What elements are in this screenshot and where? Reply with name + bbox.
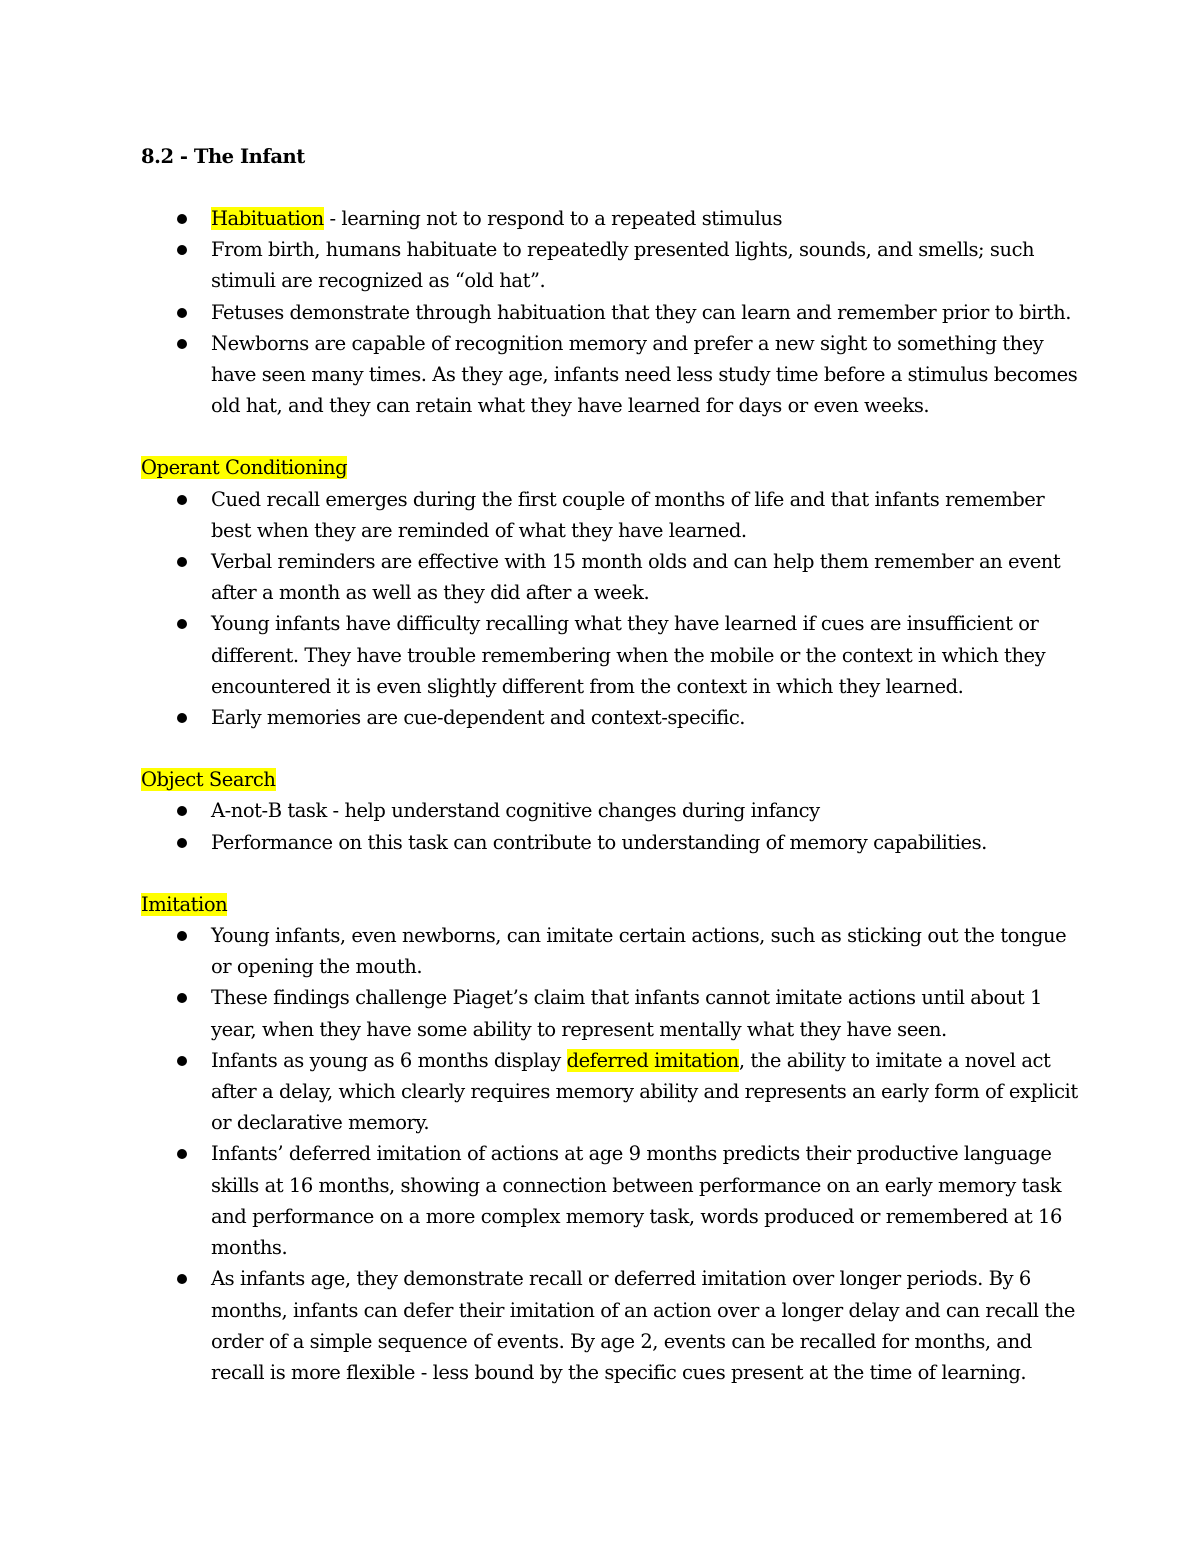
spacer (141, 858, 1081, 889)
section-heading-imitation (141, 889, 1081, 920)
list-item-text: Young infants, even newborns, can imitate certain actions, such as sticking out the tongue or opening the mouth. (211, 924, 1067, 979)
list-item (141, 920, 1081, 982)
list-item (141, 484, 1081, 546)
bullet-icon (177, 557, 187, 567)
page-title: 8.2 - The Infant (141, 145, 305, 168)
list-item (141, 234, 1081, 296)
list-item (141, 297, 1081, 328)
bullet-icon (177, 713, 187, 723)
highlighted-heading: Object Search (141, 768, 276, 792)
list-item (141, 827, 1081, 858)
list-item (141, 203, 1081, 234)
list-item (141, 1045, 1081, 1139)
list-item-text: From birth, humans habituate to repeatedly presented lights, sounds, and smells; such stimuli are recognized as “old hat”. (211, 238, 1035, 293)
list-item-text: As infants age, they demonstrate recall or deferred imitation over longer periods. By 6 months, infants can defer their imitation of an action over a longer delay and can recall the order of a simple sequence of events. By age 2, events can be recalled for months, and recall is more flexible - less bound by the specific cues present at the time of learning. (211, 1267, 1075, 1384)
list-item (141, 546, 1081, 608)
imitation-list (141, 920, 1081, 1388)
list-item (141, 328, 1081, 422)
spacer (141, 172, 1081, 203)
highlighted-heading: Operant Conditioning (141, 456, 348, 480)
list-item (141, 1263, 1081, 1388)
bullet-icon (177, 806, 187, 816)
bullet-icon (177, 245, 187, 255)
list-item-text: These findings challenge Piaget’s claim that infants cannot imitate actions until about 1 year, when they have some ability to represent mentally what they have seen. (211, 986, 1042, 1041)
list-item (141, 1138, 1081, 1263)
bullet-icon (177, 1274, 187, 1284)
bullet-icon (177, 931, 187, 941)
bullet-icon (177, 308, 187, 318)
spacer (141, 421, 1081, 452)
list-item-text: - learning not to respond to a repeated stimulus (323, 207, 783, 230)
operant-list (141, 484, 1081, 734)
bullet-icon (177, 495, 187, 505)
list-item-text: Infants as young as 6 months display (211, 1048, 567, 1072)
highlighted-heading: Imitation (141, 892, 228, 916)
list-item (141, 982, 1081, 1044)
bullet-icon (177, 619, 187, 629)
section-heading-object-search (141, 764, 1081, 795)
bullet-icon (177, 838, 187, 848)
list-item-text: Infants’ deferred imitation of actions at age 9 months predicts their productive language skills at 16 months, showing a connection between performance on an early memory task and performance on a more complex memory task, words produced or remembered at 16 months. (211, 1142, 1062, 1260)
list-item-text: Early memories are cue-dependent and context-specific. (211, 706, 746, 730)
list-item (141, 702, 1081, 733)
object-search-list (141, 795, 1081, 857)
list-item-text: , the ability to imitate a novel act after a delay, which clearly requires memory ability and represents an early form of explicit or declarative memory. (211, 1048, 1078, 1135)
list-item-text: Cued recall emerges during the first couple of months of life and that infants remember best when they are reminded of what they have learned. (211, 487, 1045, 542)
list-item-text: Verbal reminders are effective with 15 month olds and can help them remember an event after a month as well as they did after a week. (211, 550, 1061, 605)
bullet-icon (177, 1149, 187, 1159)
list-item (141, 608, 1081, 702)
bullet-icon (177, 1056, 187, 1066)
document-content (141, 141, 1081, 1388)
spacer (141, 733, 1081, 764)
section-heading-operant-conditioning (141, 452, 1081, 483)
highlighted-term: Habituation (211, 207, 324, 230)
habituation-list (141, 203, 1081, 421)
highlighted-term: deferred imitation (566, 1048, 739, 1072)
bullet-icon (177, 214, 187, 224)
list-item-text: Young infants have difficulty recalling what they have learned if cues are insufficient or different. They have trouble remembering when the mobile or the context in which they encountered it is even slightly different from the context in which they learned. (211, 612, 1046, 698)
list-item-text: Performance on this task can contribute to understanding of memory capabilities. (211, 830, 987, 854)
list-item-text: Newborns are capable of recognition memory and prefer a new sight to something they have seen many times. As they age, infants need less study time before a stimulus becomes old hat, and they can retain what they have learned for days or even weeks. (211, 331, 1078, 418)
bullet-icon (177, 339, 187, 349)
list-item (141, 795, 1081, 826)
list-item-text: Fetuses demonstrate through habituation that they can learn and remember prior to birth. (211, 300, 1071, 324)
list-item-text: A-not-B task - help understand cognitive changes during infancy (211, 799, 820, 823)
bullet-icon (177, 993, 187, 1003)
